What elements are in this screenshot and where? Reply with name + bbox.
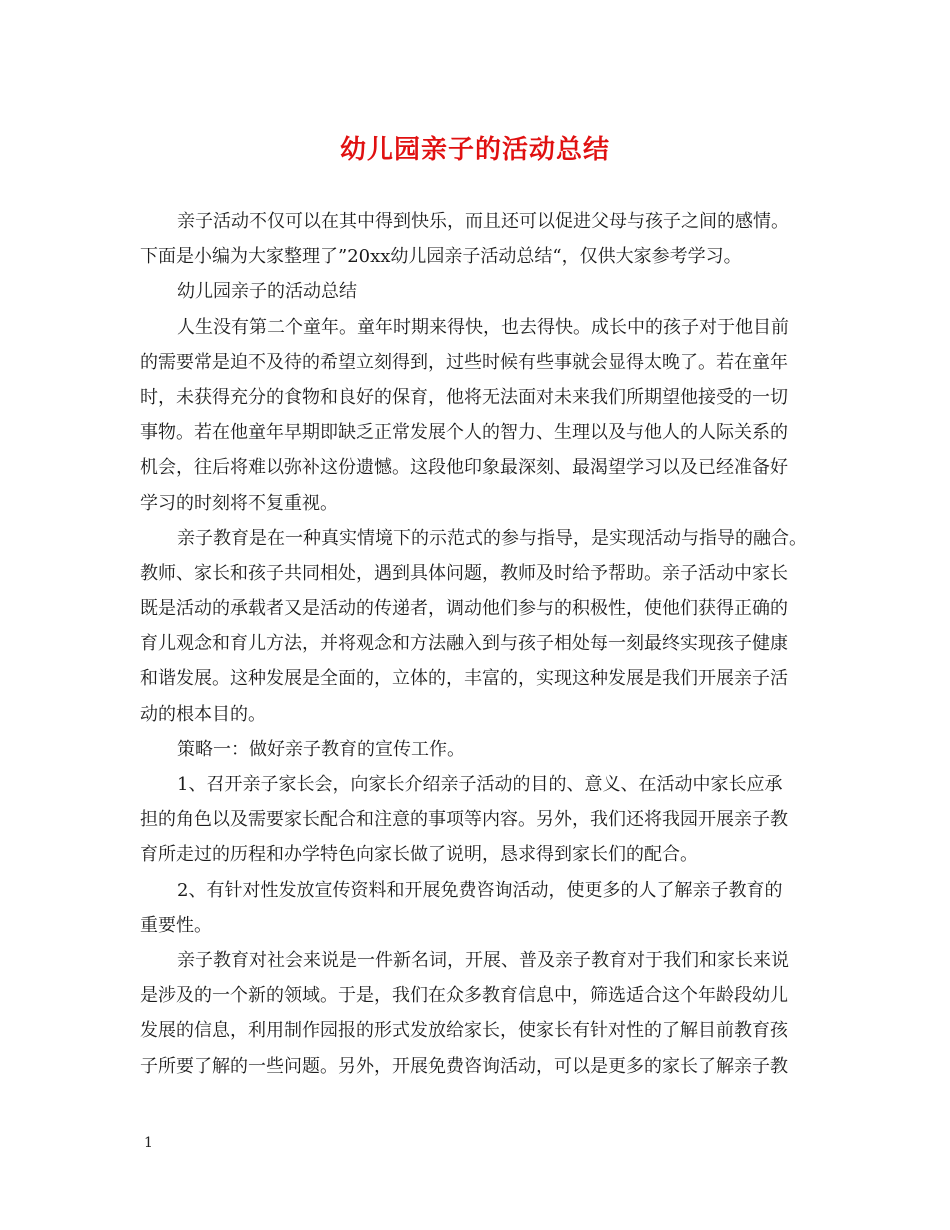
- text-line: 策略一：做好亲子教育的宣传工作。: [177, 738, 465, 760]
- text-line: 的需要常是迫不及待的希望立刻得到，过些时候有些事就会显得太晚了。若在童年: [140, 351, 788, 373]
- text-line: 事物。若在他童年早期即缺乏正常发展个人的智力、生理以及与他人的人际关系的: [140, 422, 788, 444]
- text-line: 是涉及的一个新的领域。于是，我们在众多教育信息中，筛选适合这个年龄段幼儿: [140, 985, 788, 1007]
- text-line: 重要性。: [140, 914, 212, 936]
- text-line: 下面是小编为大家整理了”20xx幼儿园亲子活动总结“，仅供大家参考学习。: [140, 246, 742, 268]
- text-line: 时，未获得充分的食物和良好的保育，他将无法面对未来我们所期望他接受的一切: [140, 386, 788, 408]
- text-line: 1、召开亲子家长会，向家长介绍亲子活动的目的、意义、在活动中家长应承: [177, 774, 783, 795]
- text-line: 子所要了解的一些问题。另外，开展免费咨询活动，可以是更多的家长了解亲子教: [140, 1055, 788, 1077]
- text-line: 育儿观念和育儿方法，并将观念和方法融入到与孩子相处每一刻最终实现孩子健康: [140, 633, 788, 655]
- document-title: 幼儿园亲子的活动总结: [339, 135, 610, 165]
- text-line: 发展的信息，利用制作园报的形式发放给家长，使家长有针对性的了解目前教育孩: [140, 1020, 788, 1042]
- text-line: 和谐发展。这种发展是全面的，立体的，丰富的，实现这种发展是我们开展亲子活: [140, 668, 788, 690]
- text-line: 幼儿园亲子的活动总结: [177, 281, 357, 303]
- text-line: 亲子教育是在一种真实情境下的示范式的参与指导，是实现活动与指导的融合。: [177, 527, 807, 549]
- text-line: 学习的时刻将不复重视。: [140, 492, 338, 514]
- text-line: 既是活动的承载者又是活动的传递者，调动他们参与的积极性，使他们获得正确的: [140, 598, 788, 620]
- text-line: 亲子教育对社会来说是一件新名词，开展、普及亲子教育对于我们和家长来说: [177, 949, 789, 971]
- page-number: 1: [144, 1135, 153, 1151]
- text-line: 亲子活动不仅可以在其中得到快乐，而且还可以促进父母与孩子之间的感情。: [177, 211, 789, 232]
- document-body: [140, 204, 812, 1084]
- text-line: 机会，往后将难以弥补这份遗憾。这段他印象最深刻、最渴望学习以及已经准备好: [140, 457, 788, 479]
- text-line: 担的角色以及需要家长配合和注意的事项等内容。另外，我们还将我园开展亲子教: [140, 809, 788, 831]
- text-line: 人生没有第二个童年。童年时期来得快，也去得快。成长中的孩子对于他目前: [177, 316, 789, 338]
- text-line: 教师、家长和孩子共同相处，遇到具体问题，教师及时给予帮助。亲子活动中家长: [140, 562, 788, 584]
- text-line: 动的根本目的。: [140, 703, 266, 725]
- text-line: 育所走过的历程和办学特色向家长做了说明，恳求得到家长们的配合。: [140, 844, 698, 866]
- text-line: 2、有针对性发放宣传资料和开展免费咨询活动，使更多的人了解亲子教育的: [177, 879, 783, 901]
